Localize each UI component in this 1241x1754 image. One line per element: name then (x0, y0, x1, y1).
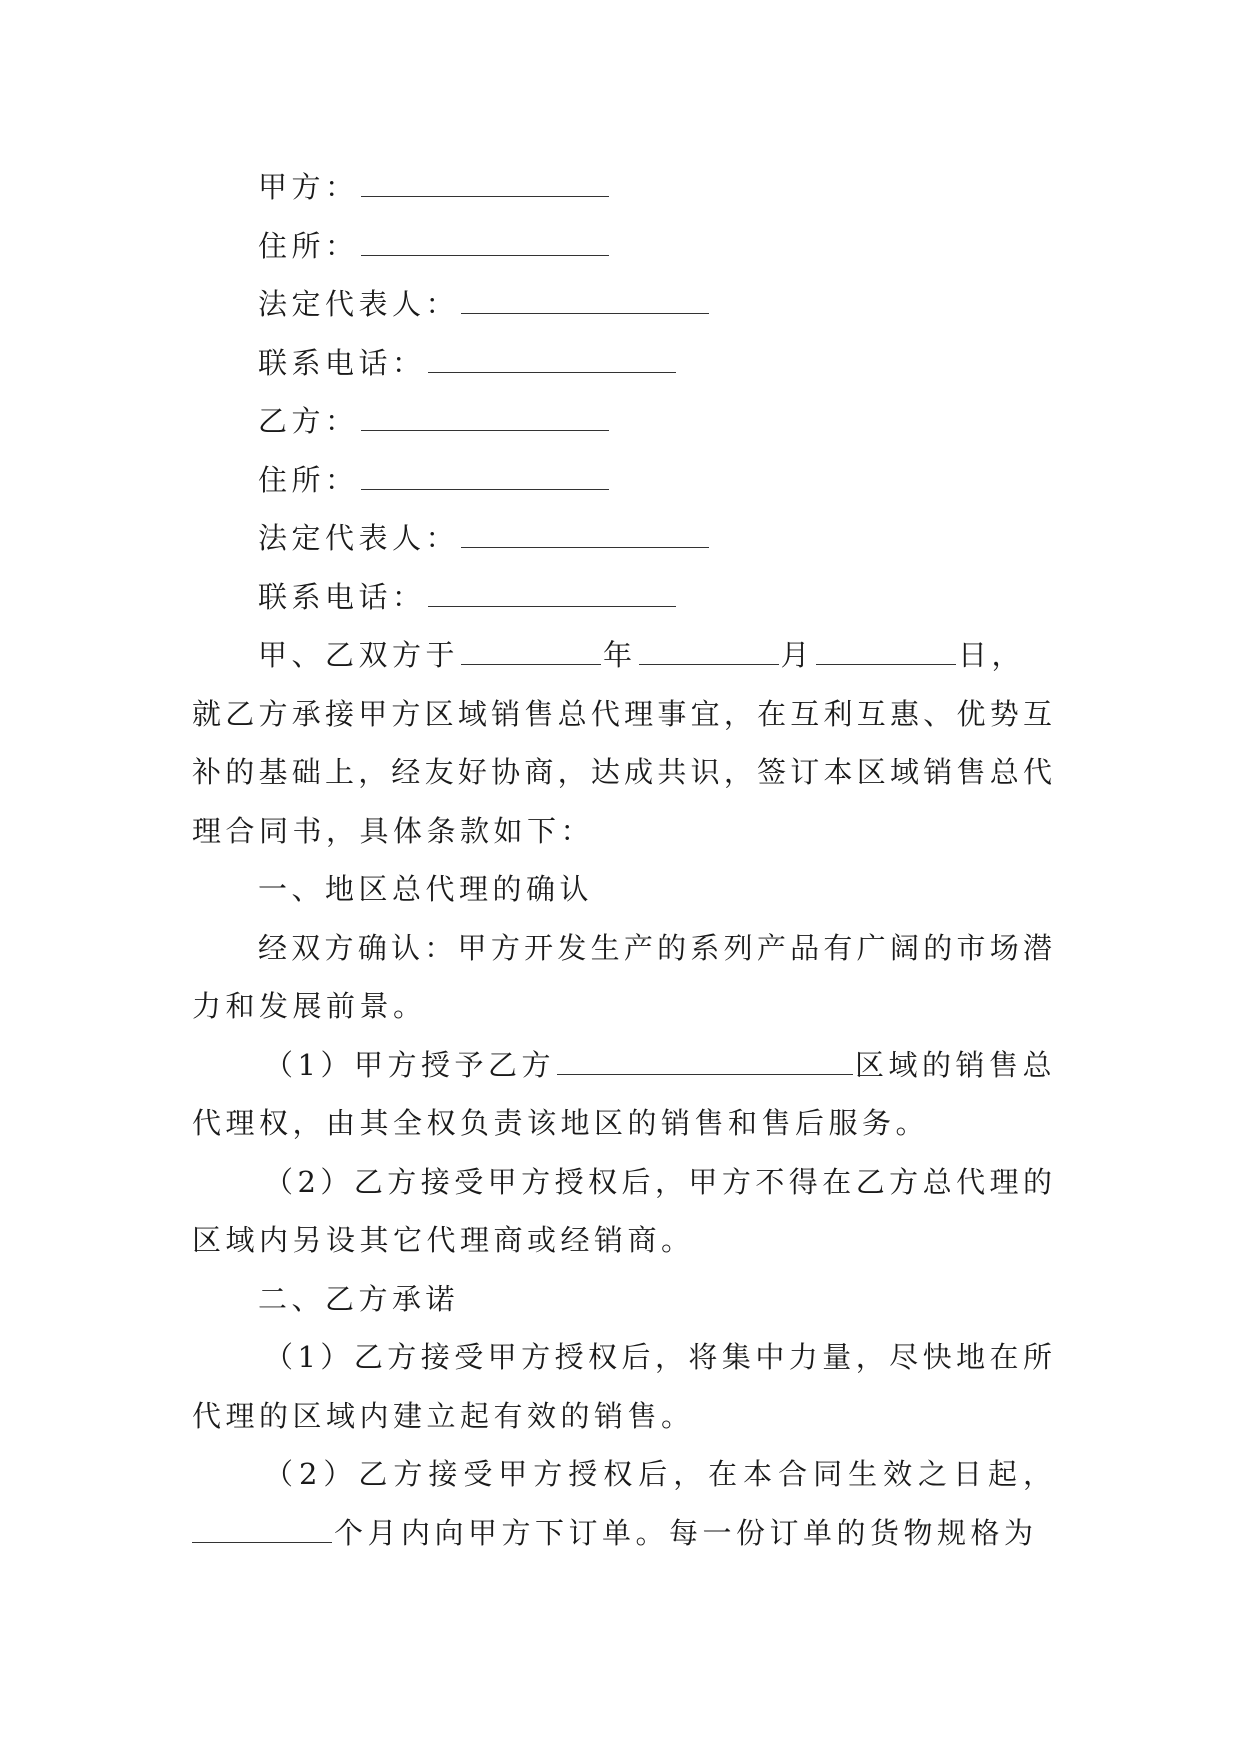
address-b-label: 住所： (258, 462, 359, 497)
phone-b-label: 联系电话： (258, 579, 426, 614)
party-a-label: 甲方： (258, 170, 359, 204)
party-b-line (192, 392, 1052, 451)
intro-line-3: 补的基础上，经友好协商，达成共识，签订本区域销售总代 (192, 755, 1052, 789)
section-2-item-2-line-2 (192, 1504, 1052, 1563)
month-label: 月 (780, 638, 815, 672)
section-2-item-1-line-2: 代理的区域内建立起有效的销售。 (192, 1398, 695, 1433)
legal-rep-a-blank (461, 291, 709, 314)
section-2-item-2-suffix: 个月内向甲方下订单。每一份订单的货物规格为 (334, 1515, 1038, 1550)
section-1-item-2-line-1: （2）乙方接受甲方授权后，甲方不得在乙方总代理的 (264, 1164, 1052, 1199)
section-2-heading: 二、乙方承诺 (258, 1281, 460, 1316)
legal-rep-a-label: 法定代表人： (258, 287, 460, 321)
section-1-paragraph-line-2: 力和发展前景。 (192, 989, 427, 1023)
section-2-item-2-line-1: （2）乙方接受甲方授权后，在本合同生效之日起， (264, 1457, 1052, 1491)
section-1-item-1-line-2: 代理权，由其全权负责该地区的销售和售后服务。 (192, 1106, 930, 1140)
party-a-blank (361, 174, 609, 197)
phone-b-blank (428, 584, 676, 607)
party-a-line (192, 158, 1052, 217)
section-1-item-2-line-2: 区域内另设其它代理商或经销商。 (192, 1223, 695, 1257)
address-a-line (192, 217, 1052, 276)
month-blank (639, 642, 779, 665)
intro-line-2: 就乙方承接甲方区域销售总代理事宜，在互利互惠、优势互 (192, 696, 1052, 731)
intro-line-4: 理合同书，具体条款如下： (192, 813, 595, 848)
section-1-item-1-suffix: 区域的销售总 (854, 1047, 1056, 1082)
phone-a-blank (428, 350, 676, 373)
phone-a-label: 联系电话： (258, 345, 426, 380)
address-a-label: 住所： (258, 228, 359, 263)
address-a-blank (361, 233, 609, 256)
day-label: 日， (958, 638, 1026, 672)
months-blank (192, 1520, 332, 1543)
section-2-item-1-line-1: （1）乙方接受甲方授权后，将集中力量，尽快地在所 (264, 1340, 1052, 1374)
year-label: 年 (603, 638, 637, 672)
phone-b-line (192, 568, 1052, 627)
section-1-item-1-prefix: （1）甲方授予乙方 (264, 1047, 555, 1082)
section-1-paragraph-line-1: 经双方确认：甲方开发生产的系列产品有广阔的市场潜 (258, 930, 1052, 965)
phone-a-line (192, 334, 1052, 393)
address-b-line (192, 451, 1052, 510)
region-blank (557, 1052, 853, 1075)
legal-rep-b-label: 法定代表人： (258, 521, 460, 555)
legal-rep-b-line (192, 509, 1052, 568)
legal-rep-a-line (192, 275, 1052, 334)
address-b-blank (361, 467, 609, 490)
party-b-label: 乙方： (258, 404, 359, 438)
section-1-heading: 一、地区总代理的确认 (258, 872, 594, 906)
year-blank (461, 642, 601, 665)
legal-rep-b-blank (461, 525, 709, 548)
day-blank (816, 642, 956, 665)
intro-prefix: 甲、乙双方于 (258, 638, 460, 672)
section-1-item-1-line-1 (192, 1036, 1056, 1095)
contract-page (192, 158, 1056, 1562)
party-b-blank (361, 408, 609, 431)
intro-line-1 (192, 626, 1052, 685)
